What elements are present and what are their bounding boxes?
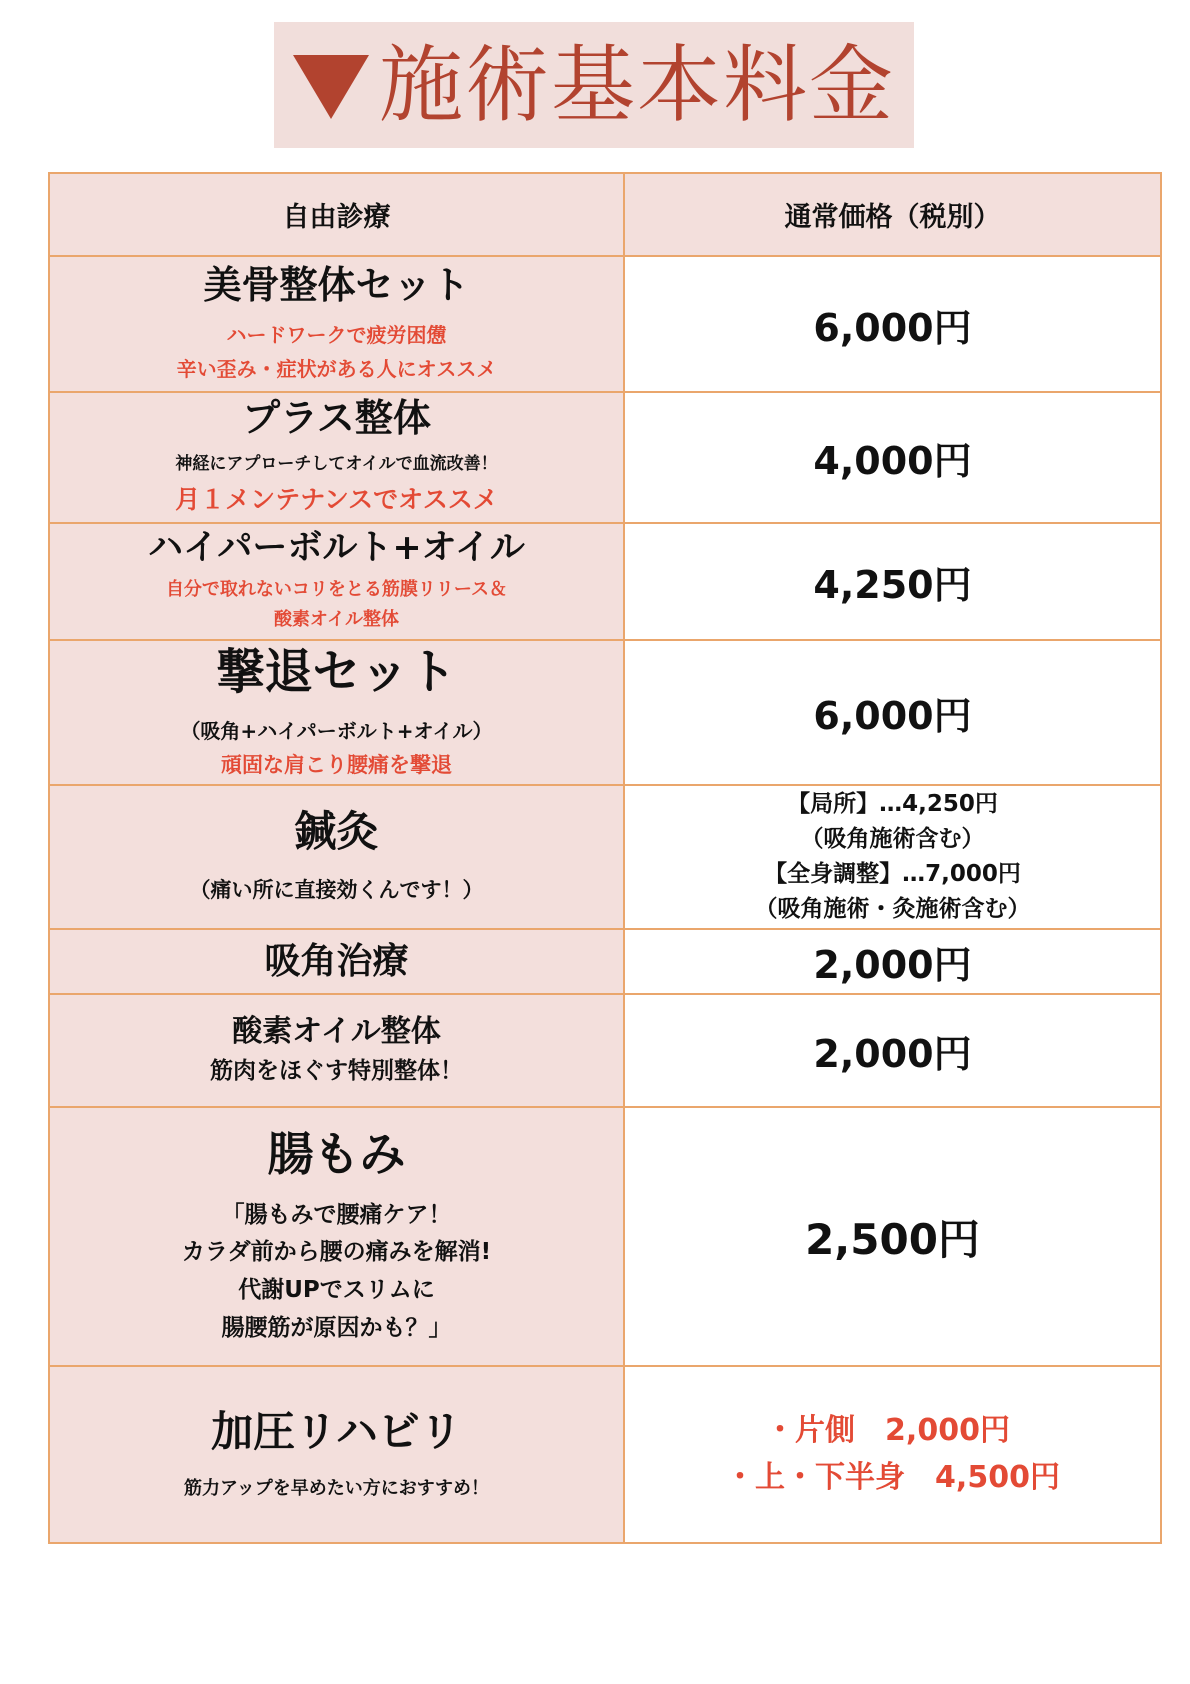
price-value: 6,000円 xyxy=(813,305,972,350)
service-desc: （吸角+ハイパーボルト+オイル） xyxy=(180,718,493,743)
table-row xyxy=(49,640,1161,785)
service-name: 加圧リハビリ xyxy=(211,1406,462,1456)
price-cell xyxy=(624,523,1161,640)
table-row xyxy=(49,994,1161,1107)
service-desc: 頑固な肩こり腰痛を撃退 xyxy=(221,752,452,777)
service-desc: カラダ前から腰の痛みを解消! xyxy=(181,1239,492,1266)
service-cell xyxy=(49,1366,624,1543)
service-cell xyxy=(49,994,624,1107)
page-title-text: 施術基本料金 xyxy=(378,36,895,134)
price-cell xyxy=(624,1107,1161,1366)
service-name: 腸もみ xyxy=(267,1126,406,1181)
service-cell xyxy=(49,785,624,929)
triangle-down-icon xyxy=(293,55,369,119)
price-list xyxy=(725,1408,1060,1501)
price-line: ・上・下半身 4,500円 xyxy=(725,1459,1060,1495)
header-cell-price: 通常価格（税別） xyxy=(624,173,1161,256)
price-line: ・片側 2,000円 xyxy=(765,1413,1010,1448)
service-cell xyxy=(49,392,624,523)
price-line: 【局所】…4,250円 xyxy=(787,791,998,818)
price-cell xyxy=(624,392,1161,523)
service-name: 吸角治療 xyxy=(264,941,409,982)
service-cell xyxy=(49,640,624,785)
price-value: 2,500円 xyxy=(805,1214,980,1264)
service-cell xyxy=(49,929,624,994)
service-desc: ハードワークで疲労困憊 xyxy=(226,322,447,347)
service-cell xyxy=(49,256,624,392)
table-row xyxy=(49,785,1161,929)
service-desc: 筋力アップを早めたい方におすすめ！ xyxy=(184,1477,489,1499)
service-cell xyxy=(49,523,624,640)
price-cell xyxy=(624,640,1161,785)
service-name: 美骨整体セット xyxy=(203,263,470,308)
service-name: ハイパーボルト+オイル xyxy=(148,528,525,569)
price-cell xyxy=(624,256,1161,392)
service-desc: 自分で取れないコリをとる筋膜リリース＆ xyxy=(165,578,508,600)
service-desc: 月１メンテナンスでオススメ xyxy=(175,484,498,514)
header-cell-service: 自由診療 xyxy=(49,173,624,256)
table-header-row xyxy=(49,173,1161,256)
service-name: 撃退セット xyxy=(216,644,457,701)
service-desc: 酸素オイル整体 xyxy=(273,609,400,631)
price-cell xyxy=(624,785,1161,929)
table-row xyxy=(49,523,1161,640)
price-value: 6,000円 xyxy=(813,694,972,738)
page-title xyxy=(293,36,895,134)
price-table xyxy=(48,172,1162,1544)
table-row xyxy=(49,1366,1161,1543)
price-value: 2,000円 xyxy=(813,943,972,987)
service-name: 酸素オイル整体 xyxy=(232,1013,441,1049)
price-cell xyxy=(624,994,1161,1107)
price-value: 4,000円 xyxy=(813,439,972,483)
service-desc: 辛い歪み・症状がある人にオススメ xyxy=(176,356,497,381)
page-title-banner xyxy=(274,22,914,148)
table-row xyxy=(49,929,1161,994)
table-row xyxy=(49,1107,1161,1366)
service-desc: （痛い所に直接効くんです！） xyxy=(189,878,484,903)
service-desc: 筋肉をほぐす特別整体！ xyxy=(210,1057,463,1084)
service-desc: 代謝UPでスリムに xyxy=(238,1277,435,1304)
price-line: （吸角施術・灸施術含む） xyxy=(754,895,1031,922)
service-desc: 腸腰筋が原因かも？」 xyxy=(221,1315,452,1342)
price-line: 【全身調整】…7,000円 xyxy=(764,861,1021,887)
service-desc: 神経にアプローチしてオイルで血流改善！ xyxy=(175,453,498,474)
table-row xyxy=(49,392,1161,523)
service-name: プラス整体 xyxy=(242,396,431,441)
price-cell xyxy=(624,929,1161,994)
service-cell xyxy=(49,1107,624,1366)
service-desc: 「腸もみで腰痛ケア！ xyxy=(221,1201,452,1228)
price-value: 2,000円 xyxy=(813,1032,972,1076)
price-value: 4,250円 xyxy=(813,563,972,607)
price-cell xyxy=(624,1366,1161,1543)
price-line: （吸角施術含む） xyxy=(800,826,985,853)
service-name: 鍼灸 xyxy=(294,806,379,856)
table-row xyxy=(49,256,1161,392)
